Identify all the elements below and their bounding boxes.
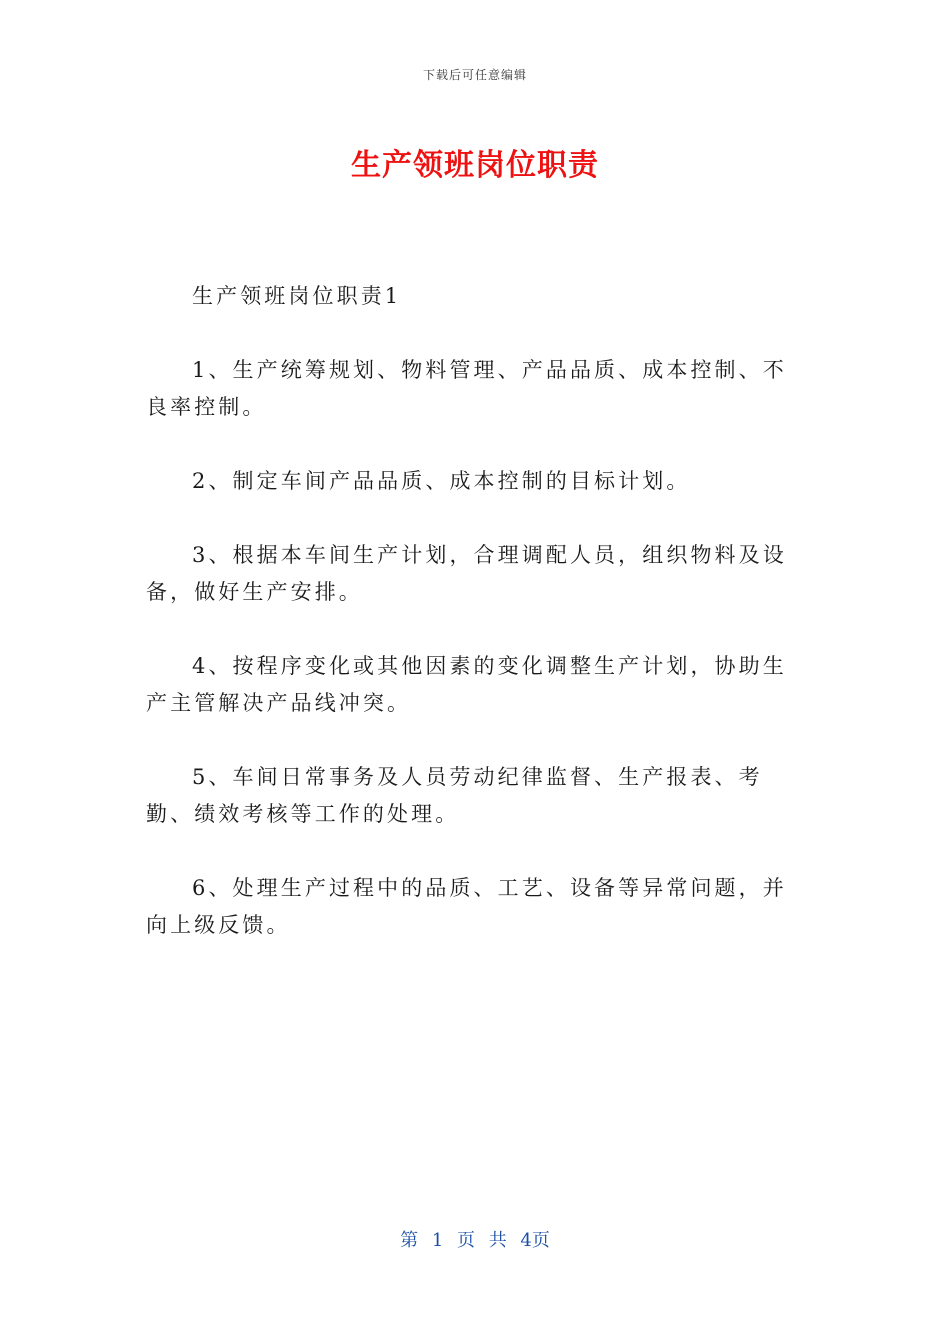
document-body	[146, 278, 806, 981]
page-header-note: 下载后可任意编辑	[422, 68, 527, 82]
duty-item-3: 3、根据本车间生产计划，合理调配人员，组织物料及设备，做好生产安排。	[146, 543, 787, 604]
duty-item-6: 6、处理生产过程中的品质、工艺、设备等异常问题，并向上级反馈。	[146, 876, 787, 937]
duty-item-4: 4、按程序变化或其他因素的变化调整生产计划，协助生产主管解决产品线冲突。	[146, 654, 787, 715]
section-heading: 生产领班岗位职责1	[192, 284, 402, 308]
document-title: 生产领班岗位职责	[351, 148, 599, 183]
duty-item-2: 2、制定车间产品品质、成本控制的目标计划。	[192, 469, 691, 493]
duty-item-5: 5、车间日常事务及人员劳动纪律监督、生产报表、考勤、绩效考核等工作的处理。	[146, 765, 763, 826]
duty-item-1: 1、生产统筹规划、物料管理、产品品质、成本控制、不良率控制。	[146, 358, 787, 419]
page-number: 第 1 页 共 4页	[400, 1230, 550, 1251]
